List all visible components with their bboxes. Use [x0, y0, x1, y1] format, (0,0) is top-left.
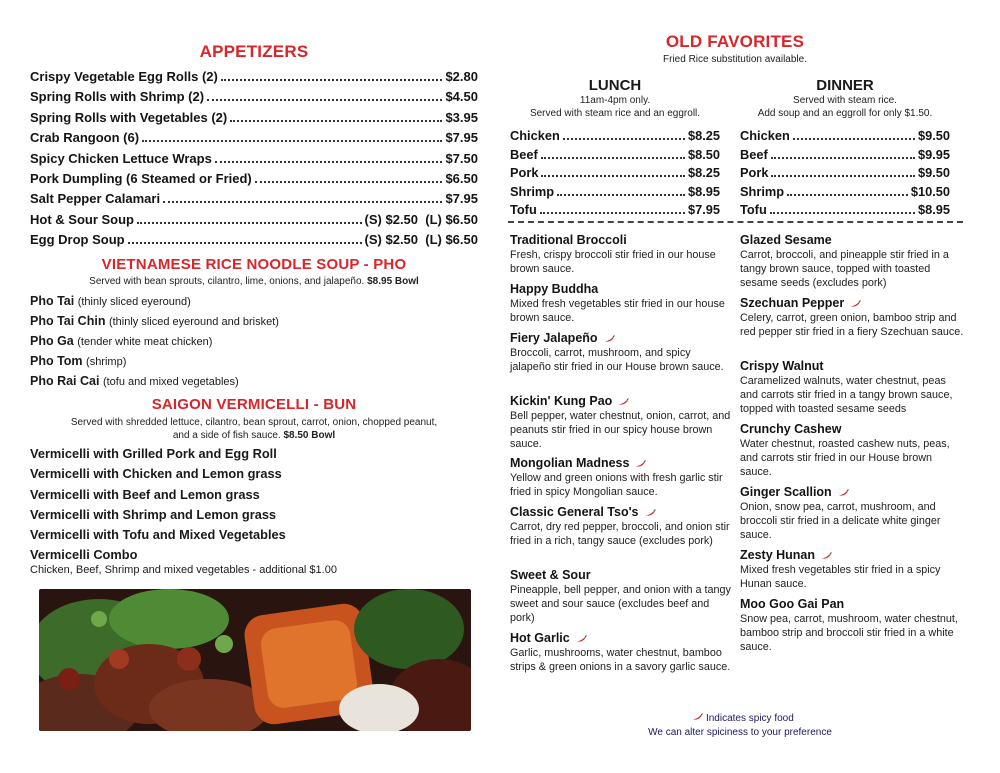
dinner-item: [740, 127, 950, 146]
dish-name: Hot Garlic: [510, 631, 570, 645]
dish-name-row: [510, 282, 734, 297]
bun-subtitle: Served with shredded lettuce, cilantro, bean sprout, carrot, onion, chopped peanut, and a side of fish sauce. $8.50 Bowl: [70, 417, 438, 441]
appetizer-item: [30, 87, 478, 107]
dinner-heading: DINNER: [816, 77, 874, 94]
lunch-item: [510, 183, 720, 202]
alter-spiciness-text: We can alter spiciness to your preference: [648, 727, 832, 738]
dot-leader: [137, 222, 362, 224]
appetizer-price: $4.50: [445, 89, 478, 105]
dinner-item-name: Beef: [740, 146, 768, 162]
chili-icon: [575, 635, 587, 643]
dish-name-row: [740, 233, 964, 248]
dish-name: Fiery Jalapeño: [510, 331, 598, 345]
appetizer-name: Spring Rolls with Vegetables (2): [30, 109, 228, 125]
dinner-item-price: $10.50: [910, 183, 950, 199]
lunch-item-name: Pork: [510, 165, 539, 180]
dinner-item-price: $8.95: [917, 202, 950, 217]
dinner-item-name: Pork: [740, 165, 769, 180]
chili-icon: [691, 713, 703, 721]
dish-name: Sweet & Sour: [510, 568, 591, 582]
dish-description: Carrot, broccoli, and pineapple stir fried in a tangy brown sauce, topped with toasted sesame seeds (excludes pork): [740, 249, 949, 289]
lunch-heading: LUNCH: [588, 77, 642, 94]
dish-name: Crispy Walnut: [740, 359, 824, 373]
dish-name-row: [740, 597, 964, 612]
dot-leader: [215, 161, 443, 163]
chili-icon: [820, 552, 832, 560]
dinner-column: [740, 77, 950, 220]
vermicelli-item: Vermicelli with Beef and Lemon grass: [30, 486, 260, 502]
dish-name: Kickin' Kung Pao: [510, 394, 613, 408]
appetizer-price: $7.50: [445, 150, 478, 166]
dish-item: [510, 394, 734, 451]
appetizer-name: Salt Pepper Calamari: [30, 191, 161, 207]
bun-list: [30, 444, 478, 566]
dish-description: Caramelized walnuts, water chestnut, peas and carrots stir fried in a tangy brown sauce, topped with toasted sesame seeds: [740, 375, 953, 415]
dish-item: [510, 282, 734, 325]
dish-description: Water chestnut, roasted cashew nuts, peas, and carrots stir fried in our House brown sauce.: [740, 438, 950, 478]
dot-leader: [128, 242, 362, 244]
dot-leader: [793, 138, 915, 140]
dot-leader: [541, 157, 685, 159]
dish-item: [510, 505, 734, 548]
lunch-item-price: $8.95: [687, 183, 720, 199]
pho-title: VIETNAMESE RICE NOODLE SOUP - PHO: [101, 256, 407, 273]
appetizer-name: Spring Rolls with Shrimp (2): [30, 89, 205, 105]
dish-name: Moo Goo Gai Pan: [740, 597, 845, 611]
dish-name-row: [510, 505, 734, 520]
pho-name: Pho Tai: [30, 294, 75, 308]
dish-item: [510, 631, 734, 674]
dinner-item: [740, 201, 950, 220]
pho-name: Pho Rai Cai: [30, 374, 100, 388]
pho-item: [30, 371, 478, 391]
dish-description: Snow pea, carrot, mushroom, water chestnut, bamboo strip and broccoli stir fried in a white sauce.: [740, 613, 958, 653]
appetizer-name: Hot & Sour Soup: [30, 211, 134, 227]
pho-item: [30, 351, 478, 371]
lunch-item-price: $7.95: [687, 202, 720, 217]
dish-description: Onion, snow pea, carrot, mushroom, and broccoli stir fried in a delicate white ginger sauce.: [740, 501, 941, 541]
pho-name: Pho Tom: [30, 354, 83, 368]
dot-leader: [207, 99, 442, 101]
dot-leader: [221, 79, 443, 81]
vermicelli-item: Vermicelli with Grilled Pork and Egg Roll: [30, 446, 277, 461]
lunch-item: [510, 164, 720, 183]
lunch-item: [510, 146, 720, 165]
spicy-legend-text: Indicates spicy food: [705, 713, 794, 724]
dish-name-row: [510, 456, 734, 471]
appetizer-name: Spicy Chicken Lettuce Wraps: [30, 150, 212, 166]
dish-name-row: [510, 631, 734, 646]
dish-item: [740, 233, 964, 290]
pho-item: [30, 291, 478, 311]
pho-name: Pho Tai Chin: [30, 314, 106, 328]
lunch-item-price: $8.25: [687, 165, 720, 180]
pho-desc: (tender white meat chicken): [77, 336, 213, 348]
dish-name-row: [510, 233, 734, 248]
dot-leader: [540, 212, 685, 214]
vermicelli-item: Vermicelli with Tofu and Mixed Vegetables: [30, 527, 286, 543]
dot-leader: [771, 175, 915, 177]
pho-subtitle: Served with bean sprouts, cilantro, lime, onions, and jalapeño. $8.95 Bowl: [89, 276, 419, 287]
appetizer-price: $6.50: [445, 170, 478, 186]
chili-icon: [603, 335, 615, 343]
dish-item: [740, 296, 964, 339]
dish-name: Mongolian Madness: [510, 456, 630, 470]
appetizer-name: Egg Drop Soup: [30, 232, 125, 248]
spicy-legend: [640, 712, 840, 740]
pho-name: Pho Ga: [30, 334, 74, 348]
appetizers-title: APPETIZERS: [199, 42, 309, 61]
lunch-item-price: $8.25: [687, 128, 720, 143]
dinner-item-name: Tofu: [740, 202, 767, 217]
dish-item: [740, 485, 964, 542]
dish-name: Crunchy Cashew: [740, 422, 842, 436]
appetizer-item: [30, 169, 478, 189]
chili-icon: [849, 300, 861, 308]
appetizer-item: [30, 210, 478, 230]
dinner-item-name: Shrimp: [740, 183, 785, 199]
lunch-item-name: Beef: [510, 146, 538, 162]
appetizer-name: Crab Rangoon (6): [30, 130, 140, 146]
lunch-item-name: Shrimp: [510, 183, 555, 199]
dish-description: Celery, carrot, green onion, bamboo strip and red pepper stir fried in a fiery Szechuan sauce.: [740, 312, 964, 338]
dot-leader: [163, 201, 442, 203]
dish-description: Mixed fresh vegetables stir fried in our house brown sauce.: [510, 298, 725, 324]
dish-name: Happy Buddha: [510, 282, 599, 296]
dish-name: Szechuan Pepper: [740, 296, 845, 310]
combo-note: Chicken, Beef, Shrimp and mixed vegetables - additional $1.00: [30, 564, 337, 576]
dinner-item-price: $9.95: [917, 146, 950, 162]
appetizer-name: Pork Dumpling (6 Steamed or Fried): [30, 170, 252, 186]
dish-item: [510, 331, 734, 374]
dish-name: Glazed Sesame: [740, 233, 832, 247]
dish-description: Carrot, dry red pepper, broccoli, and onion stir fried in a rich, tangy sauce (excludes pork): [510, 521, 730, 547]
dish-name: Zesty Hunan: [740, 548, 816, 562]
pho-desc: (thinly sliced eyeround): [77, 296, 191, 308]
vermicelli-item: Vermicelli Combo: [30, 547, 138, 563]
dot-leader: [787, 194, 908, 196]
appetizer-name: Crispy Vegetable Egg Rolls (2): [30, 69, 218, 84]
appetizer-item: [30, 230, 478, 250]
appetizer-price: (S) $2.50 (L) $6.50: [364, 232, 478, 248]
dot-leader: [771, 157, 915, 159]
dish-name-row: [510, 568, 734, 583]
vermicelli-item: Vermicelli with Chicken and Lemon grass: [30, 466, 282, 482]
dot-leader: [255, 181, 443, 183]
dish-item: [740, 359, 964, 416]
appetizer-price: $2.80: [445, 69, 478, 84]
dish-item: [510, 456, 734, 499]
appetizers-list: [30, 67, 478, 251]
lunch-hours: 11am-4pm only.: [579, 95, 651, 106]
dot-leader: [142, 140, 442, 142]
dish-name-row: [740, 548, 964, 563]
chili-icon: [634, 460, 646, 468]
appetizer-item: [30, 149, 478, 169]
food-photo-image: [39, 589, 471, 731]
pho-list: [30, 291, 478, 391]
section-divider: [508, 221, 963, 223]
appetizer-price: $7.95: [445, 191, 478, 207]
dinner-item: [740, 146, 950, 165]
lunch-column: [510, 77, 720, 220]
dish-description: Mixed fresh vegetables stir fried in a spicy Hunan sauce.: [740, 564, 941, 590]
dish-name-row: [740, 296, 964, 311]
dot-leader: [557, 194, 685, 196]
dinner-item: [740, 164, 950, 183]
pho-desc: (shrimp): [86, 356, 127, 368]
chili-icon: [617, 398, 629, 406]
lunch-item-name: Tofu: [510, 202, 537, 217]
dish-name-row: [510, 331, 734, 346]
dish-name-row: [510, 394, 734, 409]
lunch-item: [510, 201, 720, 220]
dot-leader: [770, 212, 915, 214]
food-photo: [39, 589, 471, 731]
appetizer-price: $7.95: [445, 130, 478, 146]
dish-item: [740, 548, 964, 591]
pho-desc: (thinly sliced eyeround and brisket): [108, 316, 279, 328]
lunch-item: [510, 127, 720, 146]
chili-icon: [837, 489, 849, 497]
dish-name-row: [740, 422, 964, 437]
old-favorites-subtitle: Fried Rice substitution available.: [663, 54, 807, 65]
chili-icon: [644, 509, 656, 517]
dot-leader: [230, 120, 442, 122]
dinner-served-with: Served with steam rice.: [793, 95, 897, 106]
pho-item: [30, 311, 478, 331]
dish-item: [510, 568, 734, 625]
dot-leader: [563, 138, 685, 140]
vermicelli-item: Vermicelli with Shrimp and Lemon grass: [30, 506, 277, 522]
dish-name: Traditional Broccoli: [510, 233, 627, 247]
dish-name: Classic General Tso's: [510, 505, 639, 519]
old-favorites-title: OLD FAVORITES: [665, 32, 805, 51]
dish-description: Pineapple, bell pepper, and onion with a tangy sweet and sour sauce (excludes beef and pork): [510, 584, 731, 624]
pho-item: [30, 331, 478, 351]
dinner-item-price: $9.50: [917, 128, 950, 143]
appetizer-item: [30, 67, 478, 87]
appetizer-item: [30, 189, 478, 209]
dish-item: [510, 233, 734, 276]
dish-description: Bell pepper, water chestnut, onion, carrot, and peanuts stir fried in our spicy house brown sauce.: [510, 410, 731, 450]
dish-description: Fresh, crispy broccoli stir fried in our house brown sauce.: [510, 249, 716, 275]
lunch-item-price: $8.50: [687, 146, 720, 162]
dish-item: [740, 597, 964, 654]
dish-item: [740, 422, 964, 479]
dish-description: Broccoli, carrot, mushroom, and spicy jalapeño stir fried in our House brown sauce.: [510, 347, 724, 373]
lunch-served-with: Served with steam rice and an eggroll.: [529, 108, 701, 119]
appetizer-price: (S) $2.50 (L) $6.50: [364, 211, 478, 227]
dish-name-row: [740, 485, 964, 500]
appetizer-item: [30, 108, 478, 128]
dot-leader: [541, 175, 685, 177]
dish-description: Garlic, mushrooms, water chestnut, bamboo strips & green onions in a savory garlic sauce.: [510, 647, 731, 673]
lunch-item-name: Chicken: [510, 128, 560, 143]
dinner-item-price: $9.50: [917, 165, 950, 180]
appetizer-item: [30, 128, 478, 148]
dinner-item: [740, 183, 950, 202]
dish-name: Ginger Scallion: [740, 485, 832, 499]
dish-description: Yellow and green onions with fresh garlic stir fried in spicy Mongolian sauce.: [510, 472, 723, 498]
bun-title: SAIGON VERMICELLI - BUN: [151, 396, 357, 413]
dinner-add-on: Add soup and an eggroll for only $1.50.: [757, 108, 933, 119]
pho-desc: (tofu and mixed vegetables): [102, 376, 239, 388]
appetizer-price: $3.95: [445, 109, 478, 125]
dinner-item-name: Chicken: [740, 128, 790, 143]
dish-name-row: [740, 359, 964, 374]
